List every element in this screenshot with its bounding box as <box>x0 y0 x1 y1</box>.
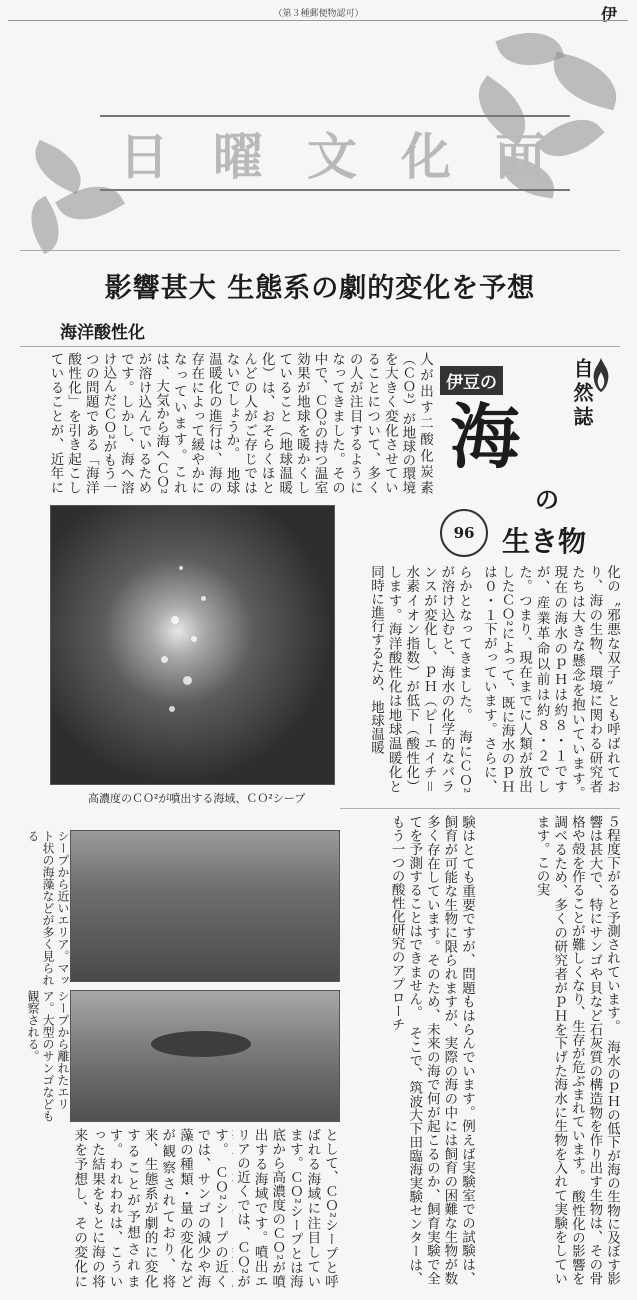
series-logo-sea: 海 <box>450 395 520 478</box>
headline-rule <box>20 346 620 347</box>
seep-near-area-photo <box>70 830 340 982</box>
banner-char: 曜 <box>213 127 269 186</box>
column-tier-rule <box>340 808 620 809</box>
series-number-badge: 96 <box>440 509 488 557</box>
article-column-4: ５程度下がると予測されています。 海水のｐＨの低下が海の生物に及ぼす影響は甚大で、特にサンゴや貝など石灰質の構造物を作り出す生物は、その骨格や殻を作ることが難しくなり、生存が危ぶまれています。 酸性化の影響を調べるため、多くの研究者がｐＨを下げた海水に生物を入れて実験をしています。この実 <box>533 815 620 1285</box>
series-logo-izu: 伊豆の <box>440 366 503 395</box>
article-column-2: らかとなってきました。 海にＣＯ²が溶け込むと、海水の化学的なバランスが変化し、ｐＨ（ピーエイチ＝水素イオン指数）が低下（酸性化）します。海洋酸性化は地球温暖化と同時に進行するため、地球温暖 <box>368 565 472 793</box>
series-logo <box>440 352 625 562</box>
series-logo-no: の <box>535 485 559 514</box>
section-rule <box>20 250 620 251</box>
article-column-7: す。 ＣＯ²シープの近くでは、サンゴの減少や海藻の種類・量の変化などが観察されており、将来、生態系が劇的に変化することが予想されます。われわれは、こういった結果をもとに海の将来を予想し、その変化に <box>71 1128 228 1288</box>
seep-far-caption: シープから離れたエリア。大型のサンゴなども観察される。 <box>26 990 70 1122</box>
banner-char: 化 <box>401 127 457 186</box>
article-column-6: として、ＣＯ²シープと呼ばれる海域に注目しています。ＣＯ²シープとは海底から高濃度のＣＯ²が噴出する海域です。噴出エリアの近くでは、ＣＯ²が <box>234 1128 338 1288</box>
banner-char: 文 <box>307 127 363 186</box>
article-column-5: 験はとても重要ですが、問題もはらんでいます。例えば実験室での試験は、飼育が可能な生物に限られますが、実際の海の中には飼育の困難な生物が数多く存在しています。そのため、未来の海で何が起こるのか、飼育実験で全てを予測することはできません。 そこで、筑波大下田臨海実験センターは、もう一つの酸性化研究のアプローチ <box>388 815 475 1285</box>
banner-char: 日 <box>119 127 175 186</box>
article-subhead: 海洋酸性化 <box>60 323 145 343</box>
co2-seep-photo <box>50 505 335 785</box>
article-column-1: 人が出す二酸化炭素（ＣＯ²）が地球の環境を大きく変化させていることについて、多くの人が注目するようになってきました。その中で、ＣＯ²の持つ温室効果が地球を暖かくしていること（地球温暖化）は、おそらくほとんどの人がご存じではないでしょうか。 地球温暖化の進行は、海の存在によって緩やかになっています。これは、大気から海へＣＯ²が溶け込んでいるためです。しかし、海へ溶け込んだＣＯ²がもう一つの問題である「海洋酸性化」を引き起こしていることが、近年に <box>48 352 433 494</box>
series-logo-nature-journal: 自然誌 <box>570 358 594 430</box>
seep-far-area-photo <box>70 990 340 1122</box>
seep-near-caption: シープから近いエリア。マット状の海藻などが多く見られる <box>26 830 70 986</box>
article-column-3: 化の〝邪悪な双子〟とも呼ばれており、海の生物、環境に関わる研究者たちは大きな懸念を抱いています。 現在の海水のｐＨは約８・１ですが、産業革命以前は約８・２でした。つまり、現在までに人類が放出したＣＯ²によって、既に海水のｐＨは０・１下がっています。さらに、 <box>480 565 620 793</box>
series-logo-living-things: 生き物 <box>502 525 587 558</box>
banner-char: 面 <box>495 127 551 186</box>
postal-permit-notice: （第３種郵便物認可） <box>273 9 364 19</box>
sunday-culture-section-banner <box>100 115 570 191</box>
co2-seep-caption: 高濃度のＣＯ²が噴出する海域、ＣＯ²シープ <box>88 792 306 805</box>
edition-mark: 伊 <box>600 5 617 24</box>
article-headline: 影響甚大 生態系の劇的変化を予想 <box>104 273 536 304</box>
